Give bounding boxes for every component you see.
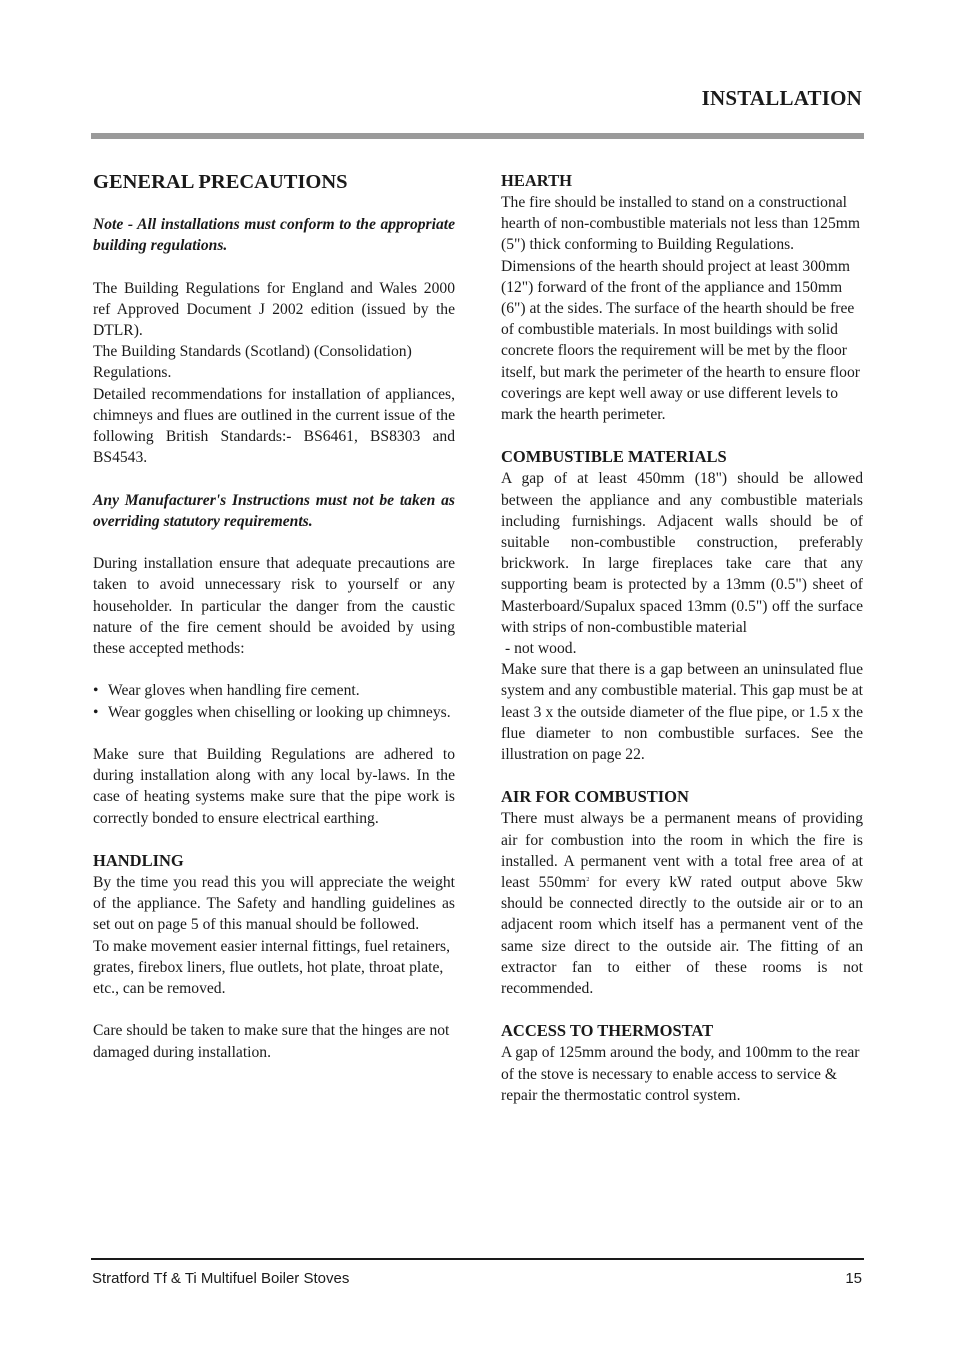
thermostat-paragraph: A gap of 125mm around the body, and 100mm to the rear of the stove is necessary to enable access to service & repair the thermostatic control system. xyxy=(501,1044,860,1104)
right-column xyxy=(501,170,863,1106)
handling-weight-paragraph: By the time you read this you will appreciate the weight of the appliance. The Safety and handling guidelines as set out on page 5 of this manual should be followed. xyxy=(93,874,455,934)
hearth-heading: HEARTH xyxy=(501,171,572,190)
bullet-item xyxy=(93,680,455,701)
spacer xyxy=(93,829,455,850)
air-for-combustion-heading: AIR FOR COMBUSTION xyxy=(501,787,689,807)
spacer xyxy=(501,425,863,446)
building-regulations-paragraph: The Building Regulations for England and Wales 2000 ref Approved Document J 2002 edition (issued by the DTLR). xyxy=(93,279,455,339)
flue-gap-paragraph: Make sure that there is a gap between an uninsulated flue system and any combustible material. This gap must be at least 3 x the outside diameter of the flue pipe, or 1.5 x the flue diameter to non combustible surfaces. See the illustration on page 22. xyxy=(501,661,863,764)
spacer xyxy=(501,765,863,786)
combustible-materials-heading: COMBUSTIBLE MATERIALS xyxy=(501,447,727,467)
combustible-gap-paragraph: A gap of at least 450mm (18") should be allowed between the appliance and any combustible materials including furnishings. Adjacent walls should be of suitable non-combustible construction, preferably brickwork. In large fireplaces take care that any supporting beam is protected by a 13mm (0.5") sheet of Masterboard/Supalux spaced 13mm (0.5") off the surface with strips of non-combustible material xyxy=(501,470,863,636)
air-text-part1: There must always be a permanent means of providing air for combustion into the room in which the fire is installed. A permanent vent with a total free area of at least 550mm xyxy=(501,810,863,892)
spacer xyxy=(93,999,455,1020)
precaution-bullet-list xyxy=(93,680,455,722)
bullet-icon: • xyxy=(93,682,99,700)
spacer xyxy=(93,659,455,680)
header-rule xyxy=(91,133,864,139)
building-standards-paragraph: The Building Standards (Scotland) (Consolidation) Regulations. xyxy=(93,343,412,382)
bullet-text: Wear goggles when chiselling or looking up chimneys. xyxy=(108,703,451,721)
footer-rule xyxy=(91,1258,864,1260)
regulations-note: Note - All installations must conform to the appropriate building regulations. xyxy=(93,216,455,255)
spacer xyxy=(93,532,455,553)
manufacturer-instructions-note: Any Manufacturer's Instructions must not be taken as overriding statutory requirements. xyxy=(93,491,455,530)
bullet-icon: • xyxy=(93,703,99,721)
spacer xyxy=(93,468,455,489)
section-title: INSTALLATION xyxy=(701,86,862,110)
general-precautions-heading: GENERAL PRECAUTIONS xyxy=(93,171,348,193)
air-text-part2: for every kW rated output above 5kw should be connected directly to the outside air or to an adjacent room which itself has a permanent vent of the same size direct to the outside air. The fitting of an extractor fan to either of these rooms is not recommended. xyxy=(501,874,863,998)
bullet-text: Wear gloves when handling fire cement. xyxy=(108,682,360,700)
not-wood-line: - not wood. xyxy=(505,640,577,658)
bylaws-paragraph: Make sure that Building Regulations are adhered to during installation along with any local by-laws. In the case of heating systems make sure that the pipe work is correctly bonded to ensure electrical earthing. xyxy=(93,746,455,827)
hinges-paragraph: Care should be taken to make sure that the hinges are not damaged during installation. xyxy=(93,1022,450,1061)
bullet-item xyxy=(93,702,455,723)
hearth-paragraph: The fire should be installed to stand on a constructional hearth of non-combustible materials not less than 125mm (5") thick conforming to Building Regulations. Dimensions of the hearth should project at least 300mm (12") forward of the front of the appliance and 150mm (6") at the sides. The surface of the hearth should be free of combustible materials. In most buildings with solid concrete floors the requirement will be met by the floor itself, but mark the perimeter of the hearth to ensure floor coverings are kept well away or use different levels to mark the hearth perimeter. xyxy=(501,194,861,424)
footer-title: Stratford Tf & Ti Multifuel Boiler Stoves xyxy=(92,1270,350,1287)
air-for-combustion-paragraph xyxy=(501,808,863,999)
british-standards-paragraph: Detailed recommendations for installation of appliances, chimneys and flues are outlined in the current issue of the following British Standards:- BS6461, BS8303 and BS4543. xyxy=(93,385,455,467)
access-to-thermostat-heading: ACCESS TO THERMOSTAT xyxy=(501,1021,714,1041)
spacer xyxy=(93,723,455,744)
handling-removal-paragraph: To make movement easier internal fittings, fuel retainers, grates, firebox liners, flue outlets, hot plate, throat plate, etc., can be removed. xyxy=(93,937,451,998)
left-column xyxy=(93,168,455,1063)
page-number: 15 xyxy=(845,1270,862,1287)
superscript: 2 xyxy=(586,876,590,883)
spacer xyxy=(501,999,863,1020)
spacer xyxy=(93,256,455,277)
handling-heading: HANDLING xyxy=(93,851,184,870)
installation-precautions-paragraph: During installation ensure that adequate precautions are taken to avoid unnecessary risk to yourself or any householder. In particular the danger from the caustic nature of the fire cement should be avoided by using these accepted methods: xyxy=(93,555,455,658)
